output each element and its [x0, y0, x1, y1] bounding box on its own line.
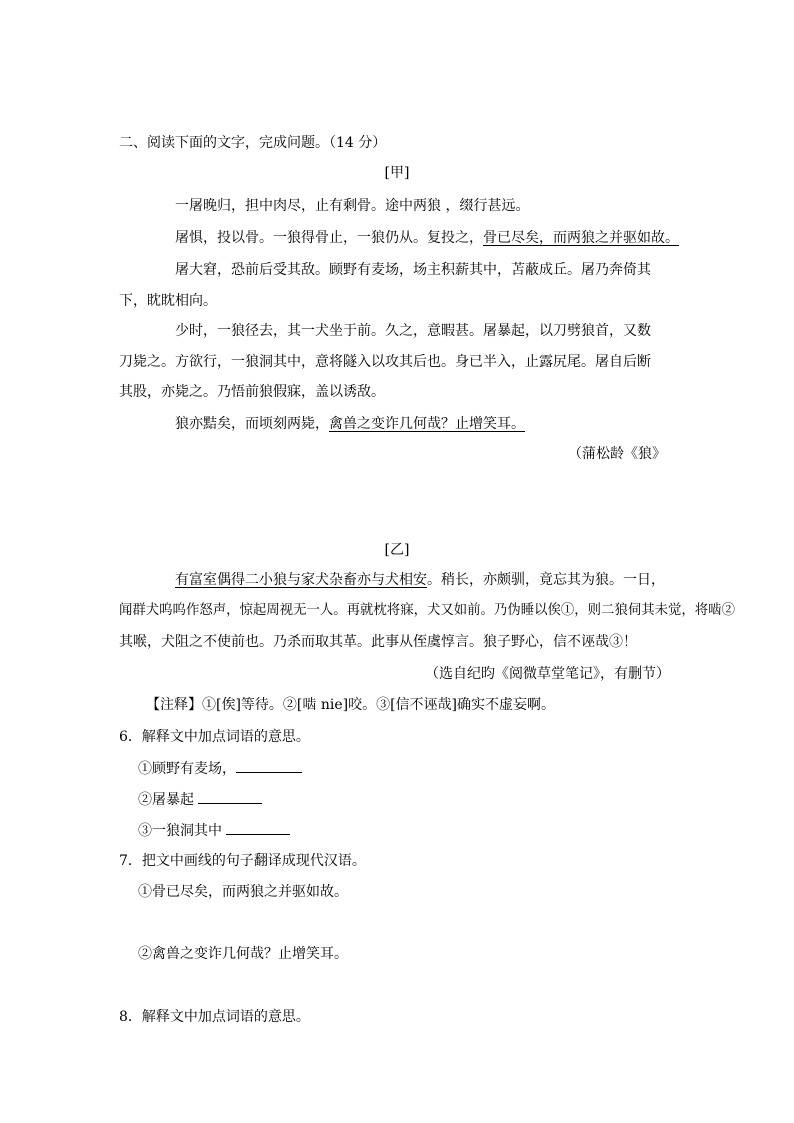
yi-paragraph-line-1: [175, 570, 665, 590]
question-6-title: 6．解释文中加点词语的意思。: [119, 729, 310, 745]
yi-paragraph-line-3: 其喉，犬阻之不使前也。乃杀而取其革。此事从侄虞惇言。狼子野心，信不诬哉③！: [119, 634, 637, 650]
jia-paragraph-5: [175, 414, 525, 434]
section-title: 二、阅读下面的文字，完成问题。（14 分）: [119, 135, 387, 151]
question-6-item-3: [138, 820, 290, 841]
question-6-item-2: [138, 789, 262, 810]
jia-paragraph-4-line-3: 其股，亦毙之。乃悟前狼假寐，盖以诱敌。: [119, 384, 385, 400]
jia-underlined-sentence-1: 骨已尽矣，而两狼之并驱如故。: [483, 230, 679, 246]
jia-underlined-sentence-2: 禽兽之变诈几何哉？止增笑耳。: [329, 416, 525, 432]
question-6-item-1-text: ①顾野有麦场，: [138, 761, 236, 777]
jia-source: （蒲松龄《狼》: [568, 446, 666, 462]
question-7-item-1: ①骨已尽矣，而两狼之并驱如故。: [138, 884, 348, 900]
yi-notes: 【注释】①[俟]等待。②[啮 nie]咬。③[信不诬哉]确实不虚妄啊。: [146, 697, 555, 713]
yi-paragraph-line-2: 闻群犬呜呜作怒声，惊起周视无一人。再就枕将寐，犬又如前。乃伪睡以俟①，则二狼伺其未觉，将啮②: [119, 603, 735, 618]
jia-paragraph-3-line-2: 下，眈眈相向。: [119, 293, 217, 309]
answer-blank[interactable]: [226, 820, 290, 835]
yi-underlined-sentence: 有富室偶得二小狼与家犬杂畜亦与犬相安: [175, 572, 427, 588]
jia-paragraph-1: 一屠晚归，担中肉尽，止有剩骨。途中两狼 ，缀行甚远。: [175, 198, 530, 214]
yi-source: （选自纪昀《阅微草堂笔记》，有删节）: [425, 666, 670, 682]
passage-jia-heading: [甲]: [384, 165, 410, 181]
question-8-title: 8．解释文中加点词语的意思。: [119, 1009, 310, 1025]
yi-paragraph-line-1-text: 。稍长，亦颇驯，竟忘其为狼。一日，: [427, 572, 665, 588]
jia-paragraph-4-line-1: 少时，一狼径去，其一犬坐于前。久之，意暇甚。屠暴起，以刀劈狼首，又数: [175, 323, 651, 339]
passage-yi-heading: [乙]: [384, 542, 410, 558]
jia-paragraph-2-text: 屠惧，投以骨。一狼得骨止，一狼仍从。复投之，: [175, 230, 483, 246]
answer-blank[interactable]: [198, 789, 262, 804]
question-6-item-1: [138, 758, 302, 779]
question-7-item-2: ②禽兽之变诈几何哉？止增笑耳。: [138, 946, 348, 962]
question-7-title: 7．把文中画线的句子翻译成现代汉语。: [119, 853, 366, 869]
jia-paragraph-4-line-2: 刀毙之。方欲行，一狼洞其中，意将隧入以攻其后也。身已半入，止露尻尾。屠自后断: [119, 354, 651, 370]
jia-paragraph-2: [175, 228, 679, 248]
question-6-item-2-text: ②屠暴起: [138, 792, 199, 808]
jia-paragraph-5-text: 狼亦黠矣，而顷刻两毙，: [175, 416, 329, 432]
answer-blank[interactable]: [236, 758, 302, 773]
question-6-item-3-text: ③一狼洞其中: [138, 823, 227, 839]
jia-paragraph-3-line-1: 屠大窘，恐前后受其敌。顾野有麦场，场主积薪其中，苫蔽成丘。屠乃奔倚其: [175, 262, 651, 278]
